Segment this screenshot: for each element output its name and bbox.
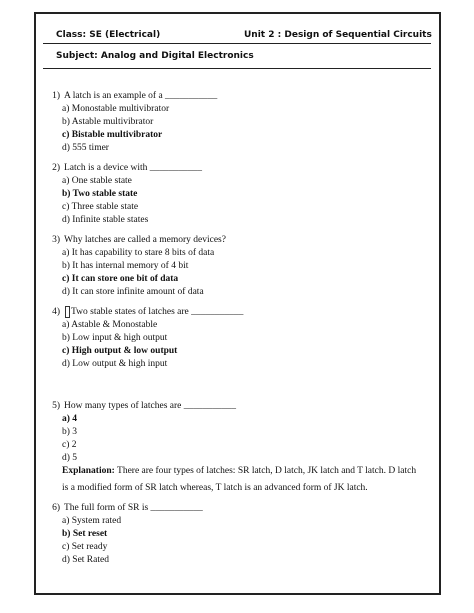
option: a) It has capability to stare 8 bits of data: [62, 248, 215, 258]
option: c) 2: [62, 440, 77, 450]
option: b) Low input & high output: [62, 333, 168, 343]
question-2: [47, 162, 427, 227]
question-number: 6): [52, 503, 60, 513]
option: b) Astable multivibrator: [62, 117, 154, 127]
question-number: 2): [52, 163, 60, 173]
question-text: A latch is an example of a ___________: [64, 91, 218, 101]
question-4: [47, 306, 427, 371]
option: d) Infinite stable states: [62, 215, 149, 225]
option: a) One stable state: [62, 176, 132, 186]
option: a) Monostable multivibrator: [62, 104, 170, 114]
header-rule-bottom: [43, 68, 431, 69]
explanation-text-line-1: There are four types of latches: SR latch, D latch, JK latch and T latch. D latch: [117, 466, 417, 476]
option: c) Set ready: [62, 542, 108, 552]
correct-option: b) Two stable state: [62, 189, 138, 199]
question-text: The full form of SR is ___________: [64, 503, 203, 513]
option: a) Astable & Monostable: [62, 320, 158, 330]
correct-option: c) High output & low output: [62, 346, 178, 356]
question-text: Two stable states of latches are ___________: [71, 307, 244, 317]
class-label: Class: SE (Electrical): [56, 30, 161, 40]
text-cursor-icon: [65, 306, 70, 318]
question-number: 5): [52, 401, 60, 411]
explanation: [47, 465, 427, 478]
unit-label: Unit 2 : Design of Sequential Circuits: [244, 30, 432, 40]
spacer: [47, 378, 427, 400]
option: a) System rated: [62, 516, 122, 526]
question-text: Why latches are called a memory devices?: [64, 235, 226, 245]
option: d) Low output & high input: [62, 359, 168, 369]
question-text: How many types of latches are ___________: [64, 401, 237, 411]
header-rule-top: [43, 43, 431, 44]
explanation-label: Explanation:: [62, 466, 115, 476]
subject-label: Subject: Analog and Digital Electronics: [56, 51, 254, 61]
correct-option: c) It can store one bit of data: [62, 274, 179, 284]
option: d) 555 timer: [62, 143, 109, 153]
explanation-text-line-2: is a modified form of SR latch whereas, T latch is an advanced form of JK latch.: [62, 483, 368, 493]
correct-option: a) 4: [62, 414, 78, 424]
option: b) It has internal memory of 4 bit: [62, 261, 189, 271]
option: c) Three stable state: [62, 202, 139, 212]
correct-option: b) Set reset: [62, 529, 108, 539]
question-3: [47, 234, 427, 299]
question-number: 4): [52, 307, 60, 317]
question-number: 1): [52, 91, 60, 101]
option: d) Set Rated: [62, 555, 109, 565]
question-text: Latch is a device with ___________: [64, 163, 202, 173]
option: d) It can store infinite amount of data: [62, 287, 204, 297]
question-6: [47, 502, 427, 567]
correct-option: c) Bistable multivibrator: [62, 130, 163, 140]
question-number: 3): [52, 235, 60, 245]
question-5: [47, 400, 427, 495]
question-list: [47, 90, 427, 574]
option: b) 3: [62, 427, 78, 437]
question-1: [47, 90, 427, 155]
option: d) 5: [62, 453, 78, 463]
